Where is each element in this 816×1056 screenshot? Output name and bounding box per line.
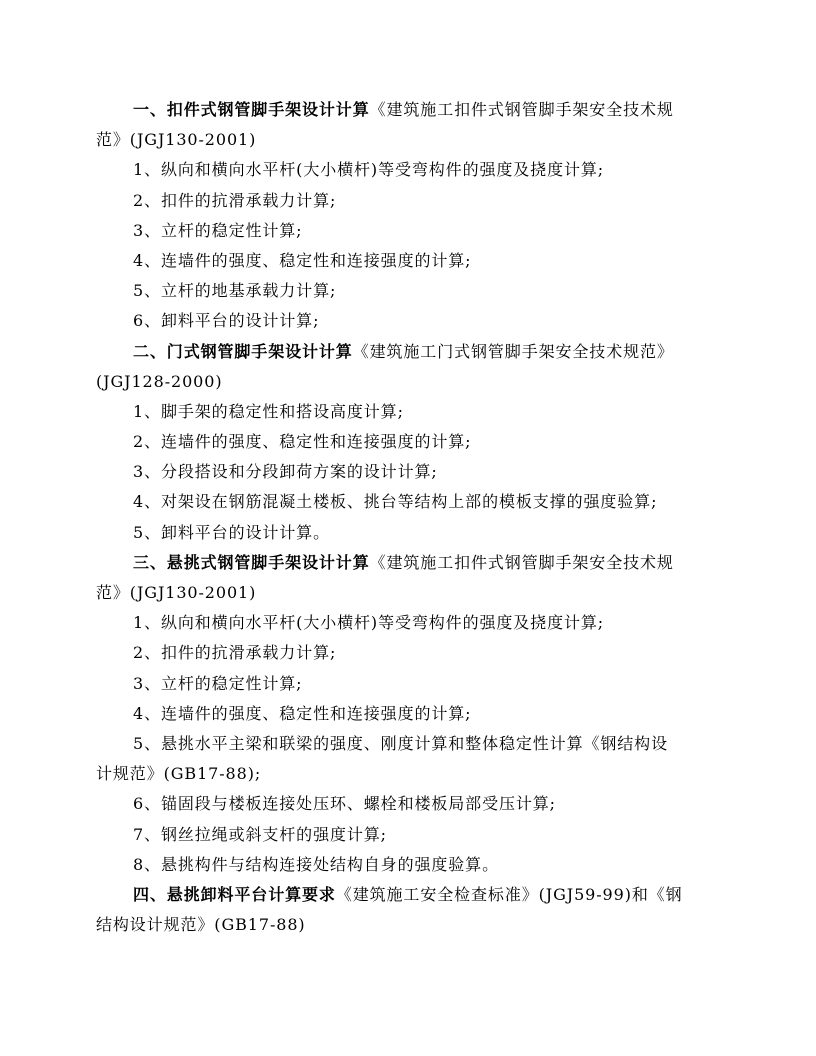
list-item: 1、脚手架的稳定性和搭设高度计算;	[133, 401, 404, 421]
list-item: 4、连墙件的强度、稳定性和连接强度的计算;	[133, 250, 472, 270]
section-3-title: 三、悬挑式钢管脚手架设计计算	[133, 552, 370, 572]
list-item: 6、卸料平台的设计计算;	[133, 311, 320, 331]
section-2-heading-continuation: (JGJ128-2000)	[96, 371, 223, 391]
section-3-standard: 《建筑施工扣件式钢管脚手架安全技术规	[369, 552, 674, 572]
section-4-heading-continuation: 结构设计规范》(GB17-88)	[96, 915, 306, 935]
section-1-heading-continuation: 范》(JGJ130-2001)	[96, 130, 257, 150]
section-3-heading-continuation: 范》(JGJ130-2001)	[96, 583, 257, 602]
list-item: 8、悬挑构件与结构连接处结构自身的强度验算。	[133, 854, 499, 874]
list-item: 1、纵向和横向水平杆(大小横杆)等受弯构件的强度及挠度计算;	[133, 613, 605, 633]
document-page	[96, 95, 726, 940]
list-item: 4、连墙件的强度、稳定性和连接强度的计算;	[133, 703, 472, 723]
list-item: 3、立杆的稳定性计算;	[133, 220, 303, 240]
list-item: 1、纵向和横向水平杆(大小横杆)等受弯构件的强度及挠度计算;	[133, 160, 605, 180]
section-2-heading	[96, 337, 726, 367]
section-3-heading	[96, 548, 726, 578]
list-item: 2、扣件的抗滑承载力计算;	[133, 643, 337, 663]
list-item: 2、连墙件的强度、稳定性和连接强度的计算;	[133, 432, 472, 452]
list-item: 5、立杆的地基承载力计算;	[133, 281, 337, 301]
section-2-title: 二、门式钢管脚手架设计计算	[133, 341, 353, 361]
list-item: 5、卸料平台的设计计算。	[133, 522, 330, 542]
section-4-title: 四、悬挑卸料平台计算要求	[133, 884, 336, 904]
list-item: 6、锚固段与楼板连接处压环、螺栓和楼板局部受压计算;	[133, 794, 556, 814]
section-1-title: 一、扣件式钢管脚手架设计计算	[133, 100, 370, 119]
list-item: 5、悬挑水平主梁和联梁的强度、刚度计算和整体稳定性计算《钢结构设	[133, 733, 668, 753]
section-1-standard: 《建筑施工扣件式钢管脚手架安全技术规	[369, 100, 674, 119]
list-item-continuation: 计规范》(GB17-88);	[96, 764, 262, 784]
list-item: 2、扣件的抗滑承载力计算;	[133, 190, 337, 210]
section-4-standard: 《建筑施工安全检查标准》(JGJ59-99)和《钢	[335, 884, 683, 904]
list-item: 3、分段搭设和分段卸荷方案的设计计算;	[133, 462, 438, 482]
list-item: 3、立杆的稳定性计算;	[133, 673, 303, 693]
section-2-standard: 《建筑施工门式钢管脚手架安全技术规范》	[352, 341, 674, 361]
section-4-heading	[96, 880, 726, 910]
list-item: 4、对架设在钢筋混凝土楼板、挑台等结构上部的模板支撑的强度验算;	[133, 492, 658, 512]
section-1-heading	[96, 95, 726, 125]
list-item: 7、钢丝拉绳或斜支杆的强度计算;	[133, 824, 387, 844]
